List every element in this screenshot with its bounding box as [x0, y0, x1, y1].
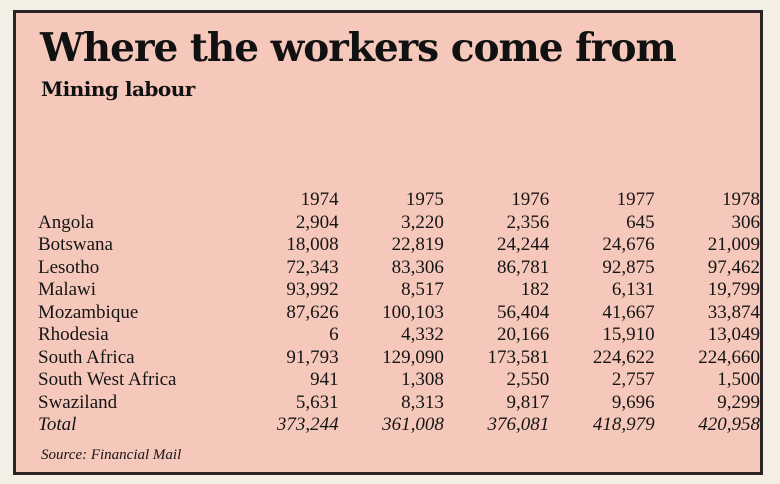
- total-value-1978: 420,958: [698, 414, 760, 435]
- value-cell-botswana-1974: 18,008: [286, 234, 339, 255]
- value-cell-botswana-1975: 22,819: [391, 234, 444, 255]
- value-cell-south-africa-1977: 224,622: [592, 346, 655, 368]
- year-header-1978: 1978: [722, 189, 760, 210]
- value-cell-swaziland-1974: 5,631: [295, 391, 339, 413]
- value-cell-south-africa-1978: 224,660: [698, 346, 760, 368]
- total-label: Total: [38, 414, 77, 435]
- value-cell-angola-1975: 3,220: [401, 211, 444, 233]
- value-cell-lesotho-1978: 97,462: [707, 256, 760, 278]
- value-cell-mozambique-1977: 41,667: [602, 301, 655, 323]
- total-value-1975: 361,008: [382, 414, 444, 435]
- value-cell-malawi-1974: 93,992: [286, 279, 339, 300]
- value-cell-south-africa-1974: 91,793: [286, 346, 339, 368]
- total-value-1974: 373,244: [276, 414, 339, 435]
- country-label: South West Africa: [38, 369, 177, 390]
- row-angola: [38, 212, 760, 235]
- row-lesotho: [38, 257, 760, 280]
- value-cell-lesotho-1975: 83,306: [391, 256, 444, 278]
- total-value-1976: 376,081: [487, 414, 550, 435]
- value-cell-mozambique-1976: 56,404: [497, 301, 550, 323]
- source-note: Source: Financial Mail: [41, 447, 182, 463]
- value-cell-south-west-africa-1978: 1,500: [717, 369, 760, 390]
- year-header-1977: 1977: [616, 189, 655, 210]
- value-cell-south-west-africa-1976: 2,550: [506, 369, 550, 390]
- country-label: Swaziland: [38, 391, 118, 413]
- value-cell-mozambique-1974: 87,626: [286, 301, 339, 323]
- value-cell-lesotho-1974: 72,343: [286, 256, 339, 278]
- country-label: Rhodesia: [38, 324, 109, 345]
- value-cell-angola-1976: 2,356: [506, 211, 550, 233]
- chart-subtitle: Mining labour: [41, 77, 195, 101]
- value-cell-swaziland-1978: 9,299: [717, 391, 760, 413]
- country-label: Angola: [38, 211, 94, 233]
- value-cell-swaziland-1977: 9,696: [611, 391, 655, 413]
- value-cell-botswana-1976: 24,244: [497, 234, 550, 255]
- table-body: [38, 212, 760, 437]
- chart-panel: [13, 10, 763, 475]
- row-mozambique: [38, 302, 760, 325]
- value-cell-south-west-africa-1975: 1,308: [401, 369, 444, 390]
- value-cell-south-west-africa-1974: 941: [310, 369, 339, 390]
- year-header-row: [38, 189, 760, 212]
- year-header-1976: 1976: [511, 189, 550, 210]
- row-botswana: [38, 234, 760, 257]
- value-cell-mozambique-1975: 100,103: [382, 301, 444, 323]
- value-cell-south-africa-1975: 129,090: [382, 346, 444, 368]
- value-cell-lesotho-1976: 86,781: [497, 256, 550, 278]
- value-cell-malawi-1975: 8,517: [401, 279, 444, 300]
- value-cell-angola-1977: 645: [626, 211, 655, 233]
- value-cell-south-africa-1976: 173,581: [487, 346, 550, 368]
- value-cell-botswana-1978: 21,009: [707, 234, 760, 255]
- mining-labour-table: [38, 189, 760, 437]
- chart-title: Where the workers come from: [40, 25, 676, 71]
- header-blank-cell: [38, 189, 233, 212]
- value-cell-rhodesia-1976: 20,166: [497, 324, 550, 345]
- country-label: Lesotho: [38, 256, 100, 278]
- value-cell-malawi-1978: 19,799: [707, 279, 760, 300]
- value-cell-rhodesia-1977: 15,910: [602, 324, 655, 345]
- value-cell-lesotho-1977: 92,875: [602, 256, 655, 278]
- value-cell-botswana-1977: 24,676: [602, 234, 655, 255]
- row-total: [38, 414, 760, 437]
- value-cell-mozambique-1978: 33,874: [707, 301, 760, 323]
- row-malawi: [38, 279, 760, 302]
- row-rhodesia: [38, 324, 760, 347]
- value-cell-swaziland-1976: 9,817: [506, 391, 550, 413]
- value-cell-south-west-africa-1977: 2,757: [611, 369, 655, 390]
- row-swaziland: [38, 392, 760, 415]
- value-cell-rhodesia-1975: 4,332: [401, 324, 444, 345]
- country-label: South Africa: [38, 346, 135, 368]
- value-cell-malawi-1977: 6,131: [611, 279, 655, 300]
- row-south-africa: [38, 347, 760, 370]
- country-label: Malawi: [38, 279, 97, 300]
- country-label: Mozambique: [38, 301, 139, 323]
- row-south-west-africa: [38, 369, 760, 392]
- country-label: Botswana: [38, 234, 113, 255]
- value-cell-rhodesia-1978: 13,049: [707, 324, 760, 345]
- value-cell-rhodesia-1974: 6: [329, 324, 339, 345]
- value-cell-malawi-1976: 182: [520, 279, 550, 300]
- value-cell-angola-1974: 2,904: [295, 211, 339, 233]
- year-header-1974: 1974: [300, 189, 339, 210]
- year-header-1975: 1975: [405, 189, 444, 210]
- total-value-1977: 418,979: [592, 414, 655, 435]
- value-cell-angola-1978: 306: [731, 211, 760, 233]
- value-cell-swaziland-1975: 8,313: [401, 391, 444, 413]
